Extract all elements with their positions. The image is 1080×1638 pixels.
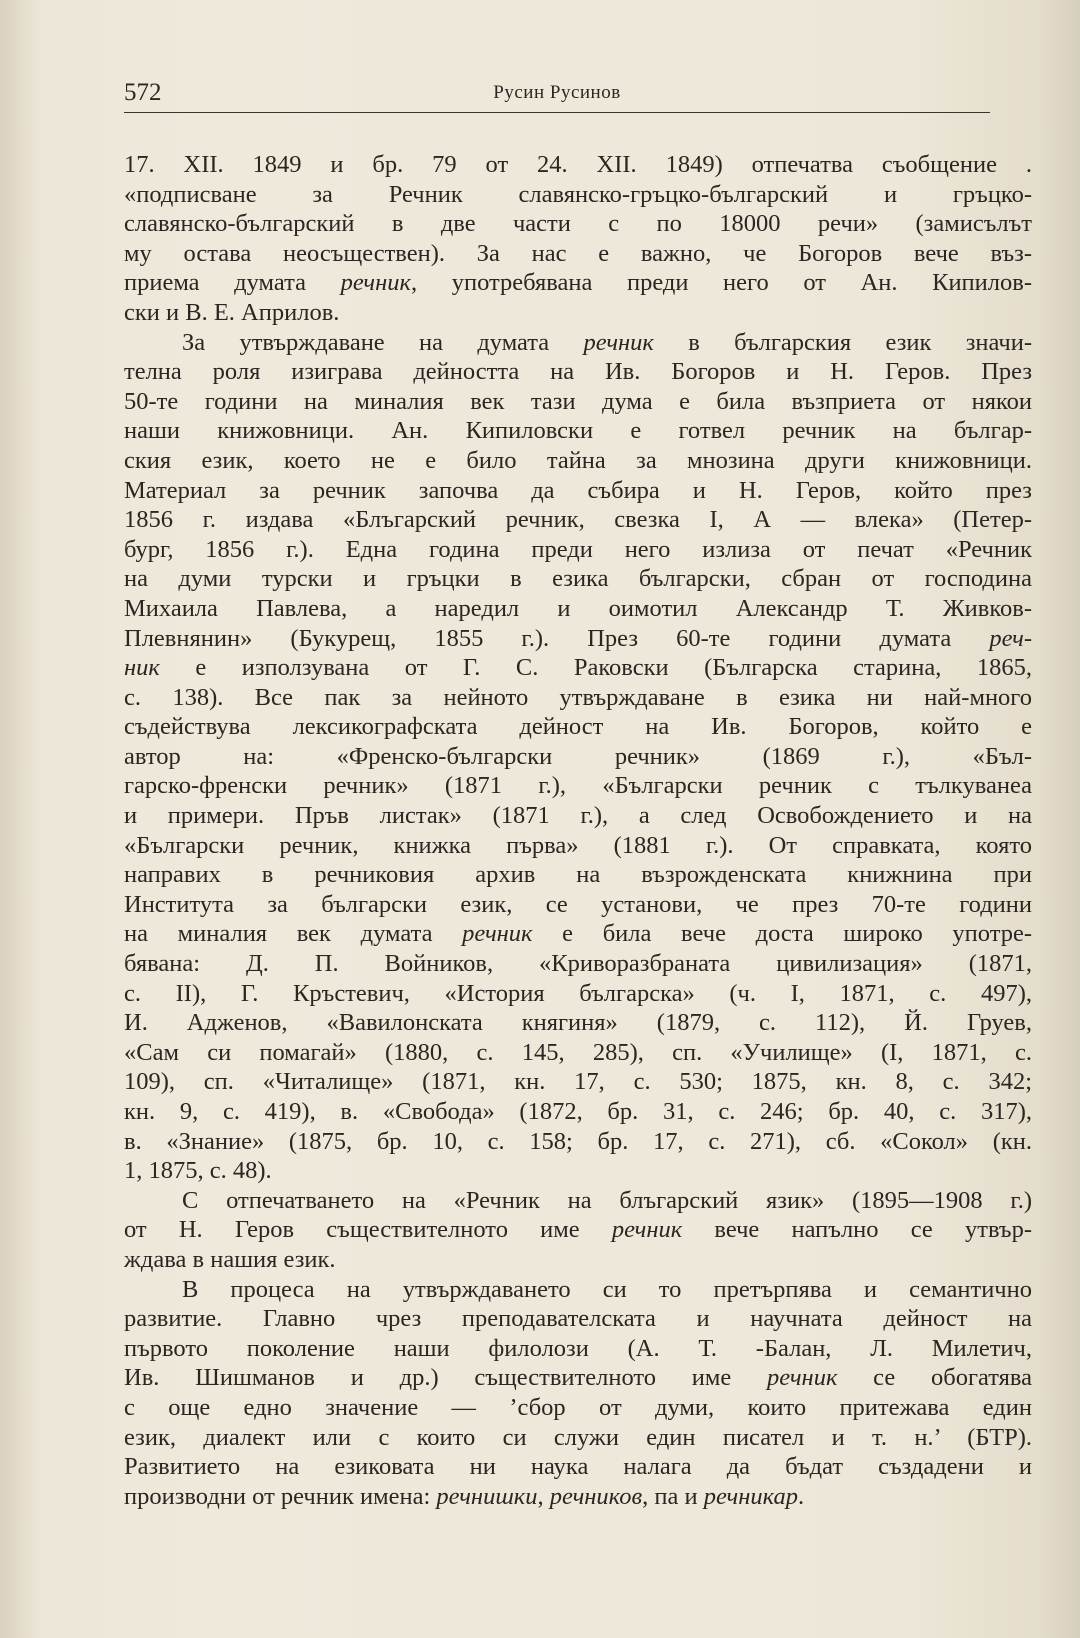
page-header xyxy=(124,76,990,113)
text-line xyxy=(124,1067,1032,1097)
text-line xyxy=(124,624,1032,654)
text-segment: първото поколение наши филолози (А. Т. -Балан, Л. Милетич, xyxy=(124,1334,1032,1362)
text-segment: славянско-българский в две части с по 18000 речи» (замисълът xyxy=(124,210,1032,238)
text-segment: ски и В. Е. Априлов. xyxy=(124,298,340,326)
text-line xyxy=(124,1482,1032,1512)
text-segment: бург, 1856 г.). Една година преди него излиза от печат «Речник xyxy=(124,535,1032,563)
italic-term: речник xyxy=(767,1364,838,1392)
body-text xyxy=(124,150,1032,1511)
text-line xyxy=(124,890,1032,920)
text-segment: , xyxy=(537,1482,550,1510)
text-line xyxy=(124,1393,1032,1423)
text-line xyxy=(124,919,1032,949)
text-segment: в. «Знание» (1875, бр. 10, с. 158; бр. 17, с. 271), сб. «Сокол» (кн. xyxy=(124,1127,1032,1155)
text-line xyxy=(124,239,1032,269)
text-line xyxy=(124,180,1032,210)
text-line xyxy=(124,476,1032,506)
text-line xyxy=(124,564,1032,594)
text-line xyxy=(124,771,1032,801)
text-line xyxy=(124,1038,1032,1068)
text-line xyxy=(124,446,1032,476)
text-segment: приема думата xyxy=(124,269,341,297)
text-segment: се обогатява xyxy=(837,1364,1033,1392)
text-line xyxy=(124,268,1032,298)
text-line xyxy=(124,712,1032,742)
text-segment: Материал за речник започва да събира и Н. Геров, който през xyxy=(124,476,1032,504)
text-line xyxy=(124,683,1032,713)
text-segment: Плевнянин» (Букурещ, 1855 г.). През 60-те години думата xyxy=(124,624,990,652)
text-segment: наши книжовници. Ан. Кипиловски е готвел речник на българ- xyxy=(124,417,1032,445)
text-line xyxy=(124,594,1032,624)
text-segment: развитие. Главно чрез преподавателската и научната дейност на xyxy=(124,1305,1032,1333)
text-line xyxy=(124,505,1032,535)
text-segment: Развитието на езиковата ни наука налага да бъдат създадени и xyxy=(124,1453,1032,1481)
text-segment: «подписване за Речник славянско-гръцко-българский и гръцко- xyxy=(124,180,1032,208)
text-line xyxy=(124,1186,1032,1216)
text-line xyxy=(124,1452,1032,1482)
text-segment: на думи турски и гръцки в езика български, сбран от господина xyxy=(124,565,1032,593)
italic-term: речников xyxy=(549,1482,643,1510)
text-line xyxy=(124,150,1032,180)
text-segment: Института за български език, се установи, че през 70-те години xyxy=(124,890,1032,918)
text-segment: автор на: «Френско-български речник» (1869 г.), «Бъл- xyxy=(124,742,1032,770)
text-line xyxy=(124,979,1032,1009)
text-segment: бявана: Д. П. Войников, «Криворазбраната цивилизация» (1871, xyxy=(124,950,1032,978)
italic-term: реч- xyxy=(989,624,1032,652)
text-segment: съдействува лексикографската дейност на Ив. Богоров, който е xyxy=(124,713,1032,741)
text-segment: вече напълно се утвър- xyxy=(682,1216,1032,1244)
text-line xyxy=(124,1334,1032,1364)
text-segment: е използувана от Г. С. Раковски (Българска старина, 1865, xyxy=(159,654,1032,682)
text-segment: ския език, което не е било тайна за мнозина други книжовници. xyxy=(124,446,1032,474)
text-line xyxy=(124,298,1032,328)
text-segment: му остава неосъществен). За нас е важно, че Богоров вече въз- xyxy=(124,239,1032,267)
text-segment: и примери. Пръв листак» (1871 г.), а след Освобождението и на xyxy=(124,802,1032,830)
text-segment: И. Адженов, «Вавилонската княгиня» (1879, с. 112), Й. Груев, xyxy=(124,1009,1032,1037)
text-line xyxy=(124,1008,1032,1038)
text-line xyxy=(124,535,1032,565)
text-segment: телна роля изиграва дейността на Ив. Богоров и Н. Геров. През xyxy=(124,358,1032,386)
text-segment: Ив. Шишманов и др.) съществителното име xyxy=(124,1364,768,1392)
text-line xyxy=(124,1363,1032,1393)
text-line xyxy=(124,653,1032,683)
text-line xyxy=(124,1423,1032,1453)
text-line xyxy=(124,1127,1032,1157)
text-line xyxy=(124,1304,1032,1334)
italic-term: речник xyxy=(462,920,533,948)
text-line xyxy=(124,209,1032,239)
text-line xyxy=(124,328,1032,358)
text-line xyxy=(124,1275,1032,1305)
text-line xyxy=(124,1097,1032,1127)
text-segment: 109), сп. «Читалище» (1871, кн. 17, с. 530; 1875, кн. 8, с. 342; xyxy=(124,1068,1032,1096)
italic-term: речник xyxy=(583,328,654,356)
text-segment: . xyxy=(797,1482,805,1510)
text-line xyxy=(124,742,1032,772)
text-segment: е била вече доста широко употре- xyxy=(532,920,1032,948)
text-segment: в българския език значи- xyxy=(653,328,1032,356)
text-segment: направих в речниковия архив на възрожденската книжнина при xyxy=(124,861,1032,889)
text-segment: «Сам си помагай» (1880, с. 145, 285), сп. «Училище» (I, 1871, с. xyxy=(124,1038,1032,1066)
text-segment: с. II), Г. Кръстевич, «История българска» (ч. I, 1871, с. 497), xyxy=(124,979,1032,1007)
text-segment: С отпечатването на «Речник на блъгарский язик» (1895—1908 г.) xyxy=(182,1186,1032,1214)
text-segment: с. 138). Все пак за нейното утвърждаване в езика ни най-много xyxy=(124,683,1032,711)
italic-term: ник xyxy=(124,654,160,682)
text-segment: За утвърждаване на думата xyxy=(182,328,584,356)
text-line xyxy=(124,416,1032,446)
text-segment: Михаила Павлева, а наредил и оимотил Александр Т. Живков- xyxy=(124,594,1032,622)
text-segment: с още едно значение — ’сбор от думи, които притежава един xyxy=(124,1393,1032,1421)
text-segment: 1, 1875, с. 48). xyxy=(124,1157,272,1185)
text-segment: 50-те години на миналия век тази дума е била възприета от някои xyxy=(124,387,1032,415)
italic-term: речникар xyxy=(703,1482,798,1510)
text-segment: , употребявана преди него от Ан. Кипилов- xyxy=(410,269,1032,297)
text-segment: 1856 г. издава «Блъгарский речник, свезка I, А — влека» (Петер- xyxy=(124,506,1032,534)
text-segment: от Н. Геров съществителното име xyxy=(124,1216,612,1244)
text-line xyxy=(124,357,1032,387)
italic-term: речник xyxy=(340,269,411,297)
text-line xyxy=(124,1245,1032,1275)
text-segment: В процеса на утвърждаването си то претърпява и семантично xyxy=(182,1275,1032,1303)
text-segment: 17. XII. 1849 и бр. 79 от 24. XII. 1849) отпечатва съобщение . xyxy=(124,151,1032,178)
text-line xyxy=(124,831,1032,861)
text-segment: , па и xyxy=(642,1482,704,1510)
italic-term: речник xyxy=(611,1216,683,1244)
running-head: Русин Русинов xyxy=(493,82,621,103)
text-line xyxy=(124,387,1032,417)
text-segment: ждава в нашия език. xyxy=(124,1245,336,1273)
text-line xyxy=(124,1156,1032,1186)
text-segment: производни от речник имена: xyxy=(124,1482,437,1510)
text-line xyxy=(124,860,1032,890)
text-segment: на миналия век думата xyxy=(124,920,463,948)
text-line xyxy=(124,1215,1032,1245)
text-segment: кн. 9, с. 419), в. «Свобода» (1872, бр. 31, с. 246; бр. 40, с. 317), xyxy=(124,1098,1032,1125)
text-segment: «Български речник, книжка първа» (1881 г.). От справката, която xyxy=(124,831,1032,859)
text-line xyxy=(124,801,1032,831)
text-segment: език, диалект или с които си служи един писател и т. н.’ (БТР). xyxy=(124,1423,1032,1451)
italic-term: речнишки xyxy=(436,1482,538,1510)
page-number: 572 xyxy=(124,79,162,106)
text-line xyxy=(124,949,1032,979)
text-segment: гарско-френски речник» (1871 г.), «Български речник с тълкуванеа xyxy=(124,772,1032,800)
